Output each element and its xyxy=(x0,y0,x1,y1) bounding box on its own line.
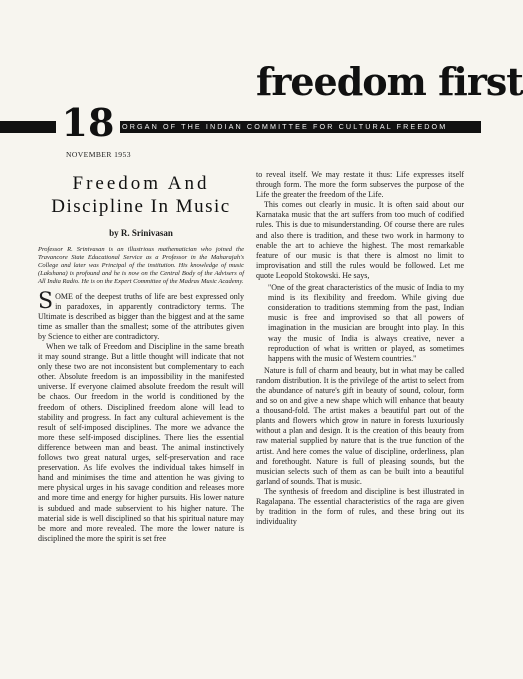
issue-number: 18 xyxy=(56,104,120,142)
paragraph: The synthesis of freedom and discipline is best illustrated in Ragalapana. The essential characteristics of the raga are given by tradition in the form of rules, and these bring out its individuality xyxy=(256,486,464,527)
paragraph xyxy=(38,288,244,342)
paragraph: When we talk of Freedom and Discipline in the same breath it may sound strange. But a little thought will indicate that not only these two are not inconsistent but complementary to each other. Absolute freedom is an impossibility in the manifested universe. If everyone claimed absolute freedom the result will be chaos. Our freedom in the world is conditioned by the freedom of others. Disciplined freedom alone will lead to stability and progress. In fact any cultural achievement is the result of self-imposed disciplines. The more we advance the more these self-imposed disciplines. There lies the essential difference between man and beast. The animal instinctively follows two great natural urges, self-preservation and race preservation. As life evolves the individual takes himself in hand and minimises the time and attention he was giving to mere physical urges in his savage condition and releases more and more time and energy for higher pursuits. His lower nature is subdued and made subservient to his higher nature. The material side is well disciplined so that his spiritual nature may be more and more revealed. The more the lower nature is disciplined the more the spirit is set free xyxy=(38,342,244,543)
article-title xyxy=(38,172,244,218)
paragraph: This comes out clearly in music. It is often said about our Karnataka music that the art suffers from too much of codified rules. This is due to misunderstanding. Of course there are rules and also there is tradition, and these two work in harmony to enable the art to achieve the highest. The most remarkable feature of our music is that there is almost no limit to improvisation and still the rules would be followed. Let me quote Leopold Stokowski. He says, xyxy=(256,200,464,280)
right-column xyxy=(256,170,464,527)
title-line-1: Freedom And xyxy=(72,173,210,194)
organ-line: ORGAN OF THE INDIAN COMMITTEE FOR CULTURAL FREEDOM xyxy=(122,122,448,131)
paragraph: Nature is full of charm and beauty, but in what may be called random distribution. It is the privilege of the artist to select from the abundance of nature's gift in beauty of sound, colour, form and so on and give a new shape which will enhance that beauty a thousand-fold. The artist makes a beautiful part out of the plants and flowers which grow in nature in forests luxuriously without a plan and design. It is the creation of this beauty from raw material supplied by nature that is the true function of the artist. And here comes the value of discipline, orderliness, plan and forethought. Nature is full of pleasing sounds, but the musician selects such of them as can be built into a beautiful garland of sounds. That is music. xyxy=(256,365,464,486)
drop-cap: S xyxy=(38,288,54,314)
paragraph-text: OME of the deepest truths of life are best expressed only in paradoxes, in apparently contradictory terms. The Ultimate is described as bigger than the biggest and at the same time as smaller than the smallest; some of the attributes given by Science to either are contradictory. xyxy=(38,291,244,341)
masthead-logo: freedom first xyxy=(256,59,523,104)
byline: by R. Srinivasan xyxy=(109,228,173,238)
quotation: "One of the great characteristics of the music of India to my mind is its flexibility and freedom. While giving due consideration to traditions stemming from the past, Indian music is free and improvised so that all powers of imagination in the musician are brought into play. In this way the music of India is always creative, never a reproduction of what is written or played, as sometimes happens with the music of Western countries." xyxy=(268,283,464,363)
issue-date: NOVEMBER 1953 xyxy=(66,150,131,159)
paragraph: to reveal itself. We may restate it thus: Life expresses itself through form. The more the form subserves the purpose of the Life the greater the freedom of the Life. xyxy=(256,170,464,200)
author-bio: Professor R. Srinivasan is an illustrious mathematician who joined the Travancore State Educational Service as a Professor in the Maharajah's College and later was Principal of the institution. His knowledge of music (Lakshana) is profound and he is now on the Central Body of the Advisers of All India Radio. He is on the Expert Committee of the Madras Music Academy. xyxy=(38,246,244,285)
title-line-2: Discipline In Music xyxy=(51,196,231,217)
left-column xyxy=(38,172,244,544)
